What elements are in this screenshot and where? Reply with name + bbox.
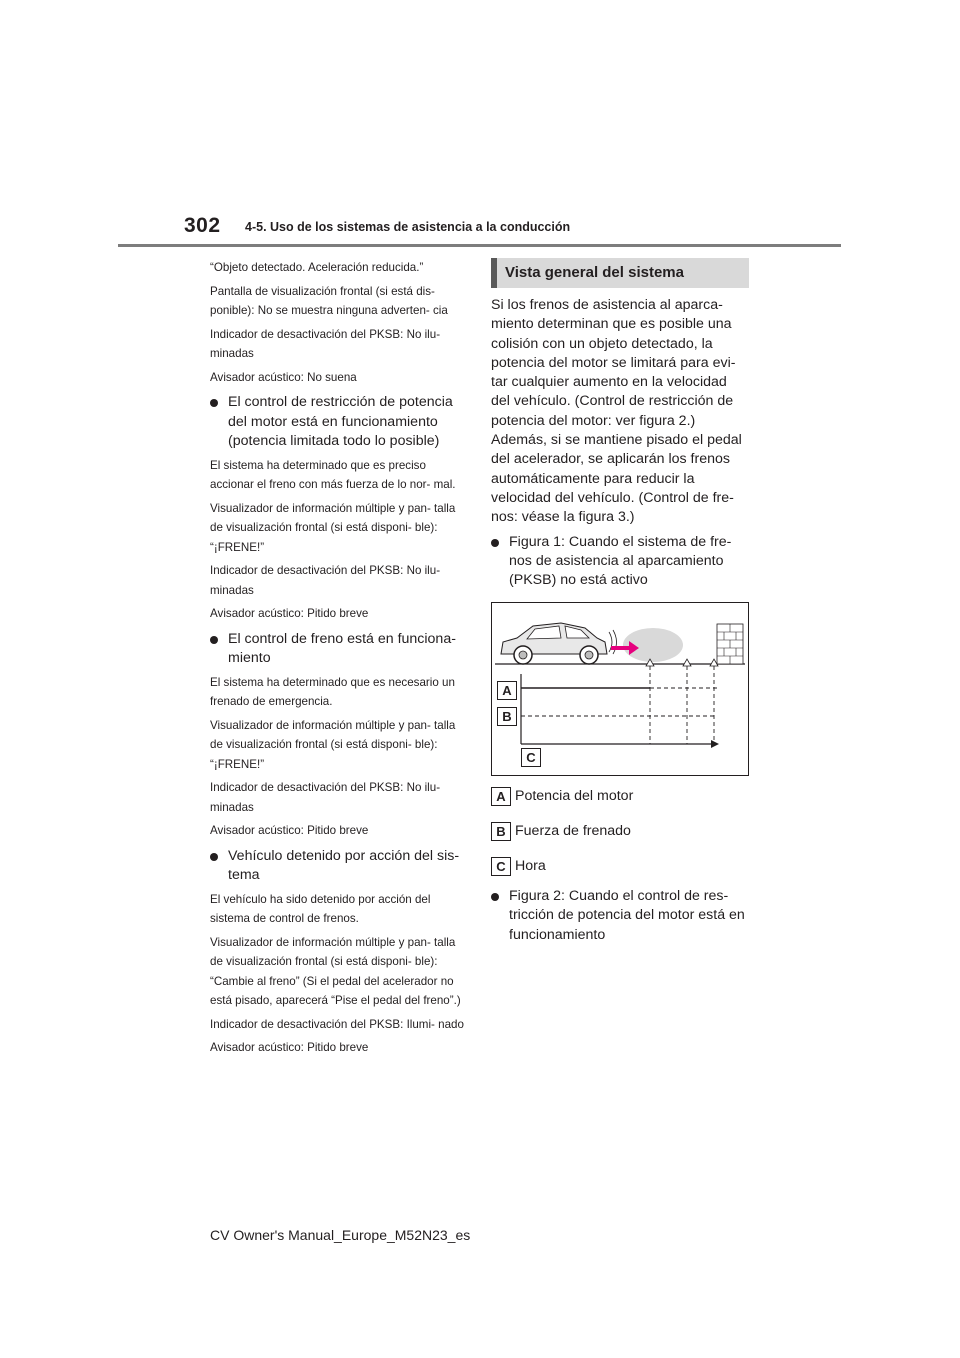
figure-key-c: C [521, 746, 545, 768]
figure-caption-1: Figura 1: Cuando el sistema de fre- nos de asistencia al aparcamiento (PKSB) no está activo [491, 533, 749, 591]
paragraph: Indicador de desactivación del PKSB: No ilu- minadas [210, 564, 441, 597]
bullet-dot-icon [491, 539, 499, 547]
bullet-dot-icon [491, 893, 499, 901]
bullet-dot-icon [210, 636, 218, 644]
figure-key-b: B [497, 705, 521, 727]
header-rule [118, 244, 841, 247]
footer-text: CV Owner's Manual_Europe_M52N23_es [210, 1227, 471, 1243]
paragraph: Avisador acústico: Pitido breve [210, 1041, 369, 1054]
paragraph: Pantalla de visualización frontal (si está dis- ponible): No se muestra ninguna adverten- cia [210, 284, 448, 317]
paragraph: El sistema ha determinado que es necesario un frenado de emergencia. [210, 675, 455, 708]
paragraph: Visualizador de información múltiple y pan- talla de visualización frontal (si está disponi- ble): “Cambie al freno” (Si el pedal del acelerador no está pisado, aparecerá “Pise el pedal del freno”.) [210, 935, 461, 1007]
right-column [491, 258, 749, 590]
paragraph: “Objeto detectado. Aceleración reducida.” [210, 261, 424, 274]
figure-legend [491, 785, 749, 945]
paragraph: Visualizador de información múltiple y pan- talla de visualización frontal (si está disponi- ble): “¡FRENE!” [210, 718, 456, 771]
section-title: 4-5. Uso de los sistemas de asistencia a la conducción [245, 220, 571, 234]
bullet-text: Vehículo detenido por acción del sis- tema [228, 847, 460, 883]
legend-item-b: B Fuerza de frenado [491, 820, 749, 842]
figure-key-a: A [497, 679, 521, 701]
bullet-item [210, 847, 466, 886]
paragraph: El vehículo ha sido detenido por acción del sistema de control de frenos. [210, 892, 431, 925]
paragraph: Avisador acústico: Pitido breve [210, 607, 369, 620]
bullet-dot-icon [210, 399, 218, 407]
paragraph: El sistema ha determinado que es preciso accionar el freno con más fuerza de lo nor- mal. [210, 458, 456, 491]
legend-item-a: A Potencia del motor [491, 785, 749, 807]
section-heading: Vista general del sistema [491, 258, 749, 288]
wall-icon [717, 624, 743, 664]
bullet-text: El control de freno está en funciona- miento [228, 630, 456, 666]
page-number: 302 [184, 214, 221, 237]
bullet-dot-icon [210, 853, 218, 861]
paragraph: Indicador de desactivación del PKSB: No ilu- minadas [210, 781, 441, 814]
legend-item-c: C Hora [491, 855, 749, 877]
bullet-item [210, 393, 466, 452]
paragraph: Visualizador de información múltiple y pan- talla de visualización frontal (si está disponi- ble): “¡FRENE!” [210, 501, 456, 554]
figure-1-diagram [491, 602, 749, 776]
bullet-item [210, 630, 466, 669]
paragraph: Indicador de desactivación del PKSB: Ilumi- nado [210, 1017, 464, 1031]
figure-caption-2: Figura 2: Cuando el control de res- tricción de potencia del motor está en funcionamiento [491, 887, 749, 945]
bullet-text: El control de restricción de potencia del motor está en funcionamiento (potencia limitada todo lo posible) [228, 394, 453, 449]
left-column [210, 258, 466, 1062]
paragraph: Avisador acústico: Pitido breve [210, 824, 369, 837]
body-paragraph: Si los frenos de asistencia al aparca- miento determinan que es posible una colisión con un objeto detectado, la potencia del motor se limitará para evi- tar cualquier aumento en la velocidad del vehículo. (Control de restricción de potencia del motor: ver figura 2.) Además, si se mantiene pisado el pedal del acelerador, se aplicarán los frenos automáticamente para reducir la velocidad del vehículo. (Control de fre- nos: véase la figura 3.) [491, 297, 742, 526]
paragraph: Indicador de desactivación del PKSB: No ilu- minadas [210, 327, 441, 360]
paragraph: Avisador acústico: No suena [210, 370, 357, 384]
